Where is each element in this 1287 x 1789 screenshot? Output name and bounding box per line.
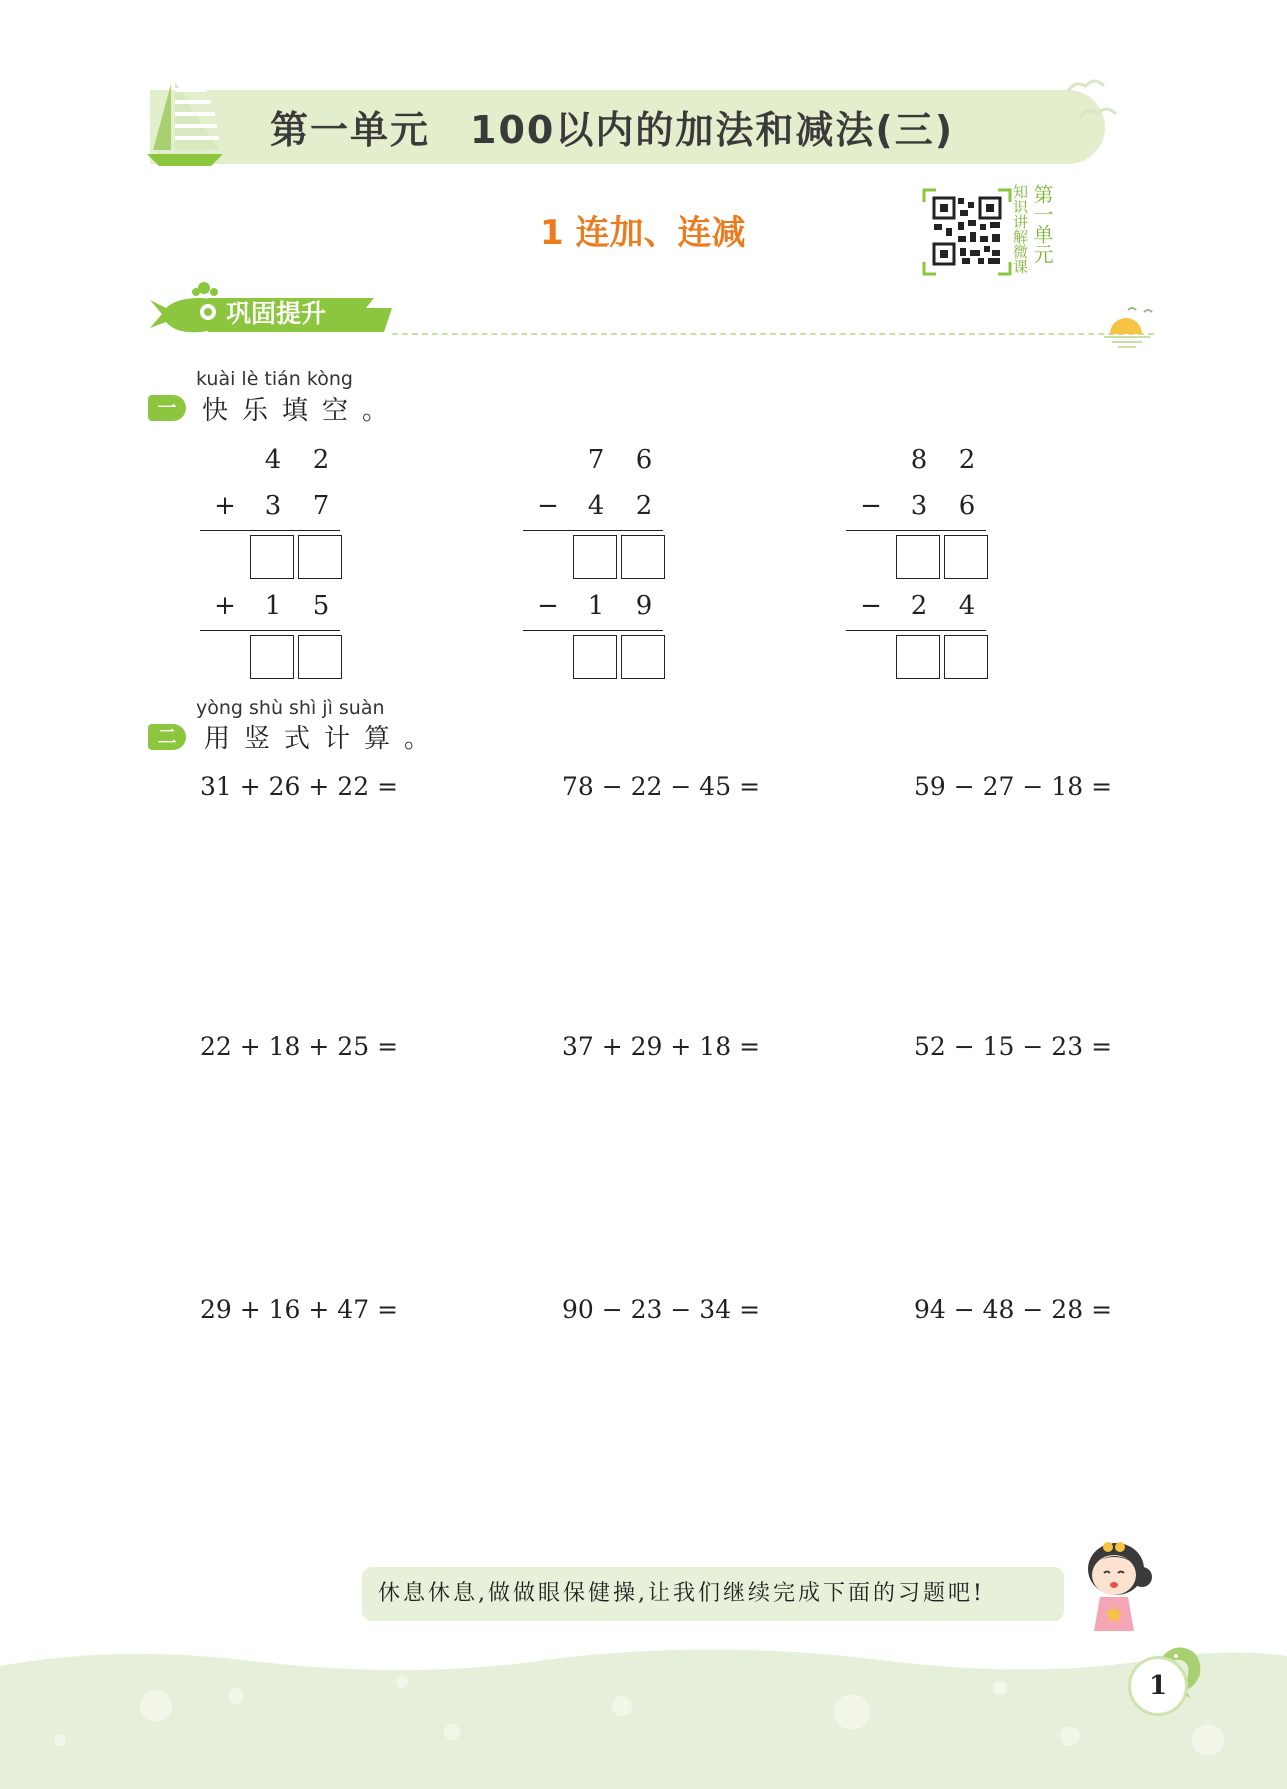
answer-box[interactable]	[573, 535, 617, 579]
sum-line	[846, 530, 986, 531]
digit: 2	[312, 445, 330, 475]
q2-badge: 二	[148, 724, 186, 750]
expression: 59 − 27 − 18 =	[914, 772, 1113, 801]
answer-box[interactable]	[621, 535, 665, 579]
tip-text: 休息休息,做做眼保健操,让我们继续完成下面的习题吧!	[378, 1581, 985, 1606]
q1-badge: 一	[148, 395, 186, 421]
operator: −	[860, 491, 882, 521]
sailboat-icon	[145, 78, 225, 168]
whale-icon	[146, 278, 230, 340]
expression: 94 − 48 − 28 =	[914, 1295, 1113, 1324]
digit: 2	[910, 591, 928, 621]
answer-box[interactable]	[944, 635, 988, 679]
digit: 4	[264, 445, 282, 475]
expression: 37 + 29 + 18 =	[562, 1032, 761, 1061]
sunset-icon	[1100, 300, 1164, 350]
sum-line	[523, 630, 663, 631]
sum-line	[846, 630, 986, 631]
sum-line	[200, 530, 340, 531]
vertical-problem-3	[846, 440, 996, 685]
answer-box[interactable]	[298, 535, 342, 579]
digit: 2	[958, 445, 976, 475]
digit: 7	[587, 445, 605, 475]
digit: 1	[587, 591, 605, 621]
expression: 29 + 16 + 47 =	[200, 1295, 399, 1324]
digit: 1	[264, 591, 282, 621]
sum-line	[523, 530, 663, 531]
digit: 9	[635, 591, 653, 621]
footer-wave	[0, 1640, 1287, 1789]
q2-pinyin: yòng shù shì jì suàn	[196, 697, 385, 719]
expression: 90 − 23 − 34 =	[562, 1295, 761, 1324]
vertical-problem-2	[523, 440, 673, 685]
answer-box[interactable]	[573, 635, 617, 679]
answer-box[interactable]	[298, 635, 342, 679]
q1-text: 快乐填空。	[202, 396, 403, 426]
digit: 2	[635, 491, 653, 521]
digit: 4	[587, 491, 605, 521]
digit: 4	[958, 591, 976, 621]
answer-box[interactable]	[250, 635, 294, 679]
lesson-title: 1 连加、连减	[540, 213, 746, 253]
operator: −	[860, 591, 882, 621]
digit: 8	[910, 445, 928, 475]
operator: +	[214, 491, 236, 521]
unit-name: 100以内的加法和减法(三)	[470, 108, 955, 152]
answer-box[interactable]	[621, 635, 665, 679]
qr-caption	[1012, 184, 1056, 282]
qr-caption-col1: 知识讲解微课	[1011, 184, 1029, 274]
answer-box[interactable]	[896, 635, 940, 679]
expression: 31 + 26 + 22 =	[200, 772, 399, 801]
qr-code-icon[interactable]	[922, 188, 1012, 276]
q1-pinyin: kuài lè tián kòng	[196, 368, 353, 390]
operator: −	[537, 591, 559, 621]
sum-line	[200, 630, 340, 631]
cloud-icon	[1060, 72, 1120, 134]
digit: 7	[312, 491, 330, 521]
digit: 6	[635, 445, 653, 475]
answer-box[interactable]	[944, 535, 988, 579]
expression: 52 − 15 − 23 =	[914, 1032, 1113, 1061]
expression: 78 − 22 − 45 =	[562, 772, 761, 801]
girl-mascot-icon	[1078, 1535, 1158, 1635]
digit: 3	[264, 491, 282, 521]
expression: 22 + 18 + 25 =	[200, 1032, 399, 1061]
answer-box[interactable]	[250, 535, 294, 579]
digit: 3	[910, 491, 928, 521]
q2-text: 用竖式计算。	[204, 724, 445, 754]
operator: +	[214, 591, 236, 621]
answer-box[interactable]	[896, 535, 940, 579]
digit: 5	[312, 591, 330, 621]
section-label: 巩固提升	[226, 299, 327, 328]
operator: −	[537, 491, 559, 521]
vertical-problem-1	[200, 440, 350, 685]
unit-title	[270, 100, 1030, 160]
digit: 6	[958, 491, 976, 521]
qr-caption-col2: 第一单元	[1030, 184, 1054, 264]
page-number: 1	[1148, 1671, 1168, 1701]
unit-label: 第一单元	[270, 108, 431, 152]
section-divider	[392, 333, 1154, 335]
